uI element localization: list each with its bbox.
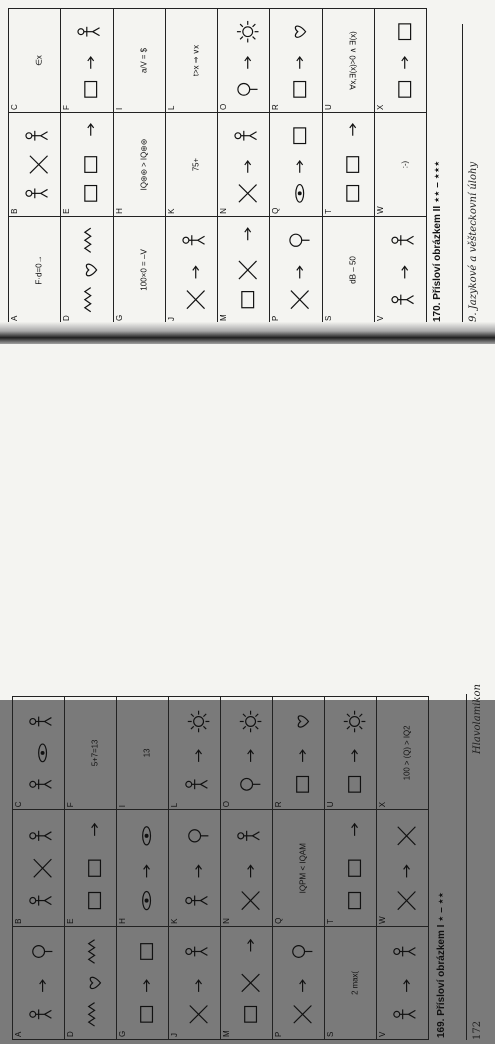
right-page	[0, 0, 495, 328]
cell-letter: P	[271, 315, 281, 321]
cell-letter: T	[323, 209, 333, 214]
p170-cell-g	[113, 216, 165, 323]
p170-cell-n	[218, 112, 270, 216]
p169-cell-i	[117, 697, 169, 810]
p169-cell-e	[65, 810, 117, 927]
p170-cell-i	[113, 9, 165, 113]
page-number: 172	[472, 1020, 483, 1040]
p170-cell-o	[218, 9, 270, 113]
header-rule-left	[466, 694, 467, 1040]
cell-letter: N	[219, 208, 228, 214]
cell-letter: F	[66, 802, 75, 808]
svg-text:∀x,∃(x)>0 ∧ ∃(x): ∀x,∃(x)>0 ∧ ∃(x)	[348, 31, 358, 90]
p169-cell-k	[169, 810, 221, 927]
cell-letter: G	[118, 1030, 127, 1037]
p169-cell-x	[377, 697, 429, 810]
p169-cell-r	[273, 697, 325, 810]
p170-cell-w	[374, 112, 426, 216]
p170-cell-p	[270, 216, 322, 323]
exercise-title-169: 169. Přísloví obrázkem I ⋆ – ⋆⋆	[436, 891, 447, 1038]
p169-cell-p	[273, 926, 325, 1039]
p169-cell-v	[377, 926, 429, 1039]
cell-letter: R	[271, 104, 281, 110]
cell-letter: I	[118, 804, 127, 808]
p169-cell-n	[221, 810, 273, 927]
p169-cell-t	[325, 810, 377, 927]
cell-letter: E	[66, 918, 75, 924]
p169-cell-w	[377, 810, 429, 927]
svg-text:∈x: ∈x	[34, 55, 44, 66]
cell-letter: F	[62, 105, 72, 110]
cell-letter: A	[14, 1031, 23, 1037]
p169-cell-j	[169, 926, 221, 1039]
p169-cell-o	[221, 697, 273, 810]
cell-letter: W	[378, 916, 387, 924]
p169-cell-d	[65, 926, 117, 1039]
svg-text:dB – 50: dB – 50	[348, 256, 358, 284]
cell-letter: R	[274, 801, 283, 808]
cell-letter: P	[274, 1031, 283, 1037]
svg-text:75+: 75+	[191, 157, 201, 172]
p169-cell-s	[325, 926, 377, 1039]
p170-cell-x	[374, 9, 426, 113]
cell-letter: C	[10, 104, 19, 110]
p169-cell-f	[65, 697, 117, 810]
svg-text:13: 13	[142, 748, 152, 758]
p169-cell-h	[117, 810, 169, 927]
p170-cell-d	[61, 216, 113, 323]
cell-letter: H	[118, 918, 127, 924]
cell-letter: Q	[271, 207, 281, 214]
p169-cell-g	[117, 926, 169, 1039]
cell-letter: J	[166, 317, 176, 321]
svg-text:100 > (Q) > IQ2: 100 > (Q) > IQ2	[402, 725, 412, 781]
p170-cell-j	[165, 216, 217, 323]
svg-text:2 max(: 2 max(	[350, 970, 360, 995]
p170-cell-s	[322, 216, 374, 323]
cell-letter: K	[170, 918, 179, 924]
p169-cell-a	[13, 926, 65, 1039]
cell-letter: E	[62, 208, 72, 214]
cell-letter: I	[114, 107, 124, 110]
p169-cell-m	[221, 926, 273, 1039]
header-rule	[462, 24, 463, 324]
cell-letter: X	[375, 104, 385, 110]
svg-text:a/V = $: a/V = $	[139, 47, 149, 73]
cell-letter: M	[219, 314, 228, 321]
cell-letter: T	[326, 918, 335, 924]
p169-cell-b	[13, 810, 65, 927]
p170-cell-q	[270, 112, 322, 216]
p170-cell-f	[61, 9, 113, 113]
cell-letter: X	[378, 801, 387, 808]
cell-letter: S	[326, 1031, 335, 1037]
cell-letter: G	[114, 314, 124, 321]
svg-text:t>x ⇒ ∨x: t>x ⇒ ∨x	[191, 44, 201, 77]
p170-cell-m	[218, 216, 270, 323]
cell-letter: D	[62, 315, 72, 321]
exercise-title-170: 170. Přísloví obrázkem II ⋆⋆ – ⋆⋆⋆	[432, 160, 443, 322]
cell-letter: U	[323, 104, 333, 110]
p169-cell-q	[273, 810, 325, 927]
p170-cell-c	[9, 9, 61, 113]
cell-letter: L	[170, 802, 179, 808]
running-head-left: Hlavolamikon	[472, 684, 483, 754]
cell-letter: O	[222, 800, 231, 808]
p169-cell-c	[13, 697, 65, 810]
p170-cell-e	[61, 112, 113, 216]
cell-letter: N	[222, 918, 231, 924]
cell-letter: K	[166, 208, 176, 214]
cell-letter: Q	[274, 917, 283, 924]
cell-letter: W	[375, 206, 385, 214]
p170-cell-u	[322, 9, 374, 113]
running-head-right: 9. Jazykové a věšteckovní úlohy	[468, 161, 479, 322]
cell-letter: S	[323, 315, 333, 321]
p170-cell-b	[9, 112, 61, 216]
p170-cell-v	[374, 216, 426, 323]
p169-cell-u	[325, 697, 377, 810]
svg-text:F·d=0→: F·d=0→	[34, 255, 44, 285]
svg-text:100×0 = –V: 100×0 = –V	[139, 249, 149, 291]
cell-letter: M	[222, 1030, 231, 1037]
proverb-grid-169	[12, 696, 429, 1040]
cell-letter: V	[375, 315, 385, 321]
p169-cell-l	[169, 697, 221, 810]
p170-cell-r	[270, 9, 322, 113]
svg-text:5+7=13: 5+7=13	[90, 739, 100, 767]
cell-letter: D	[66, 1031, 75, 1037]
svg-text:IQ⊛⊛ > IQ⊛⊛: IQ⊛⊛ > IQ⊛⊛	[139, 138, 149, 191]
cell-letter: A	[10, 315, 19, 321]
cell-letter: L	[166, 105, 176, 110]
cell-letter: B	[14, 918, 23, 924]
cell-letter: U	[326, 801, 335, 808]
cell-letter: J	[170, 1033, 179, 1037]
cell-letter: O	[219, 103, 228, 110]
p170-cell-h	[113, 112, 165, 216]
p170-cell-l	[165, 9, 217, 113]
p170-cell-k	[165, 112, 217, 216]
cell-letter: B	[10, 208, 19, 214]
svg-text::-): :-)	[400, 160, 410, 169]
left-page	[0, 344, 495, 1040]
cell-letter: H	[114, 208, 124, 214]
p170-cell-t	[322, 112, 374, 216]
cell-letter: C	[14, 801, 23, 808]
cell-letter: V	[378, 1031, 387, 1037]
svg-text:IQPM < IQAM: IQPM < IQAM	[298, 842, 308, 894]
p170-cell-a	[9, 216, 61, 323]
proverb-grid-170	[8, 8, 427, 324]
